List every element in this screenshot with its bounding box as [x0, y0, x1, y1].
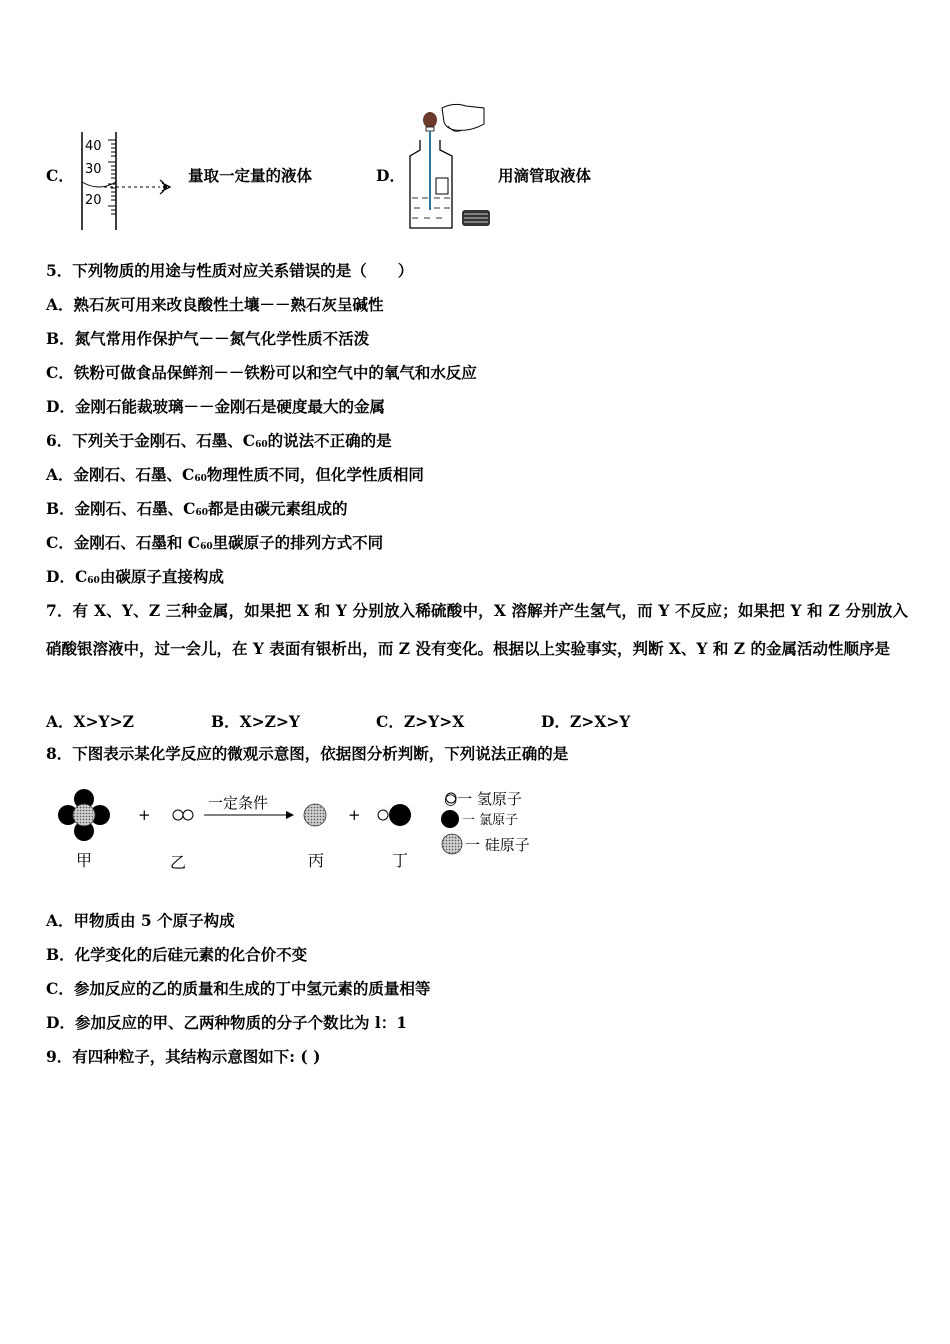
name-jia: 甲 — [76, 851, 93, 870]
tick-label-30: 30 — [85, 162, 102, 177]
name-bing: 丙 — [308, 851, 325, 870]
molecule-bing — [304, 804, 326, 826]
molecule-jia — [58, 789, 110, 841]
q8-stem: 8．下图表示某化学反应的微观示意图，依据图分析判断，下列说法正确的是 — [46, 744, 569, 763]
q6-option-b: B．金刚石、石墨、$C_{60}$都是由碳元素组成的 — [46, 499, 348, 518]
legend-silicon: 一 硅原子 — [465, 836, 530, 854]
option-d-label: D． — [376, 166, 405, 185]
option-c-label: C． — [46, 166, 74, 185]
legend — [441, 790, 530, 854]
q7-option-c: C．Z>Y>X — [376, 712, 465, 731]
q9-stem: 9．有四种粒子，其结构示意图如下: ( ) — [46, 1047, 321, 1066]
q7-option-b: B．X>Z>Y — [211, 712, 300, 731]
plus-sign-1: + — [138, 806, 151, 824]
molecule-yi — [173, 810, 193, 820]
tick-label-20: 20 — [85, 193, 102, 208]
dropper-bottle-figure — [404, 100, 496, 234]
q7-option-d: D．Z>X>Y — [541, 712, 631, 731]
graduated-cylinder-figure — [74, 130, 184, 234]
molecule-ding — [378, 804, 411, 826]
name-ding: 丁 — [392, 851, 409, 870]
q8-option-a: A．甲物质由 5 个原子构成 — [46, 911, 235, 930]
q7-option-a: A．X>Y>Z — [46, 712, 134, 731]
q8-option-c: C．参加反应的乙的质量和生成的丁中氢元素的质量相等 — [46, 979, 431, 998]
name-yi: 乙 — [170, 853, 187, 872]
reaction-condition: 一定条件 — [208, 794, 269, 812]
plus-sign-2: + — [348, 806, 361, 824]
q6-option-c: C．金刚石、石墨和 $C_{60}$里碳原子的排列方式不同 — [46, 533, 384, 552]
legend-hydrogen: ○一 氢原子 — [444, 790, 522, 808]
q5-option-c: C．铁粉可做食品保鲜剂－－铁粉可以和空气中的氧气和水反应 — [46, 363, 477, 382]
q5-option-b: B．氮气常用作保护气－－氮气化学性质不活泼 — [46, 329, 370, 348]
legend-chlorine: 一 氯原子 — [462, 813, 519, 828]
q8-option-b: B．化学变化的后硅元素的化合价不变 — [46, 945, 308, 964]
q6-option-a: A．金刚石、石墨、$C_{60}$物理性质不同，但化学性质相同 — [46, 465, 424, 484]
q8-option-d: D．参加反应的甲、乙两种物质的分子个数比为 l：1 — [46, 1013, 408, 1032]
q6-stem: 6．下列关于金刚石、石墨、$C_{60}$的说法不正确的是 — [46, 431, 392, 450]
option-d-caption: 用滴管取液体 — [498, 166, 592, 185]
q7-stem: 7．有 X、Y、Z 三种金属，如果把 X 和 Y 分别放入稀硫酸中，X 溶解并产生氢气，而 Y 不反应；如果把 Y 和 Z 分别放入硝酸银溶液中，过一会儿，在 Y 表面有银析出，而 Z 没有变化。根据以上实验事实，判断 X、Y 和 Z 的金属活动性顺序是 — [46, 601, 908, 658]
q6-option-d: D．$C_{60}$由碳原子直接构成 — [46, 567, 224, 586]
option-c-caption: 量取一定量的液体 — [188, 166, 313, 185]
q5-option-a: A．熟石灰可用来改良酸性土壤－－熟石灰呈碱性 — [46, 295, 384, 314]
q5-stem: 5．下列物质的用途与性质对应关系错误的是（ ） — [46, 261, 414, 280]
arrow-head-icon — [286, 811, 294, 819]
reaction-diagram — [46, 782, 566, 882]
dropper-bulb — [423, 112, 437, 128]
q5-option-d: D．金刚石能裁玻璃－－金刚石是硬度最大的金属 — [46, 397, 385, 416]
tick-label-40: 40 — [85, 139, 102, 154]
